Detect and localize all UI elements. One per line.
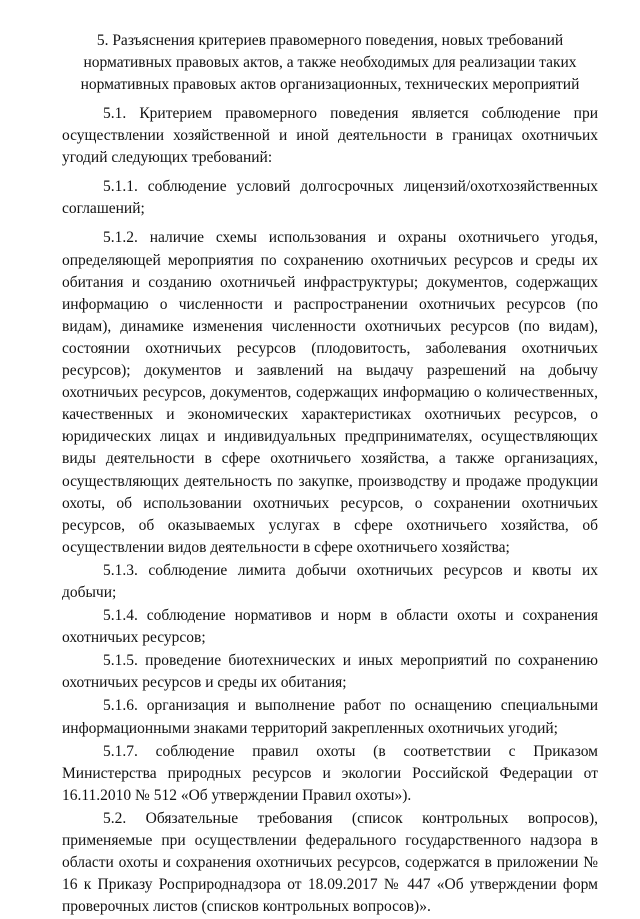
heading-line-1: 5. Разъяснения критериев правомерного поведения, новых требований [96,32,564,49]
document-body [62,103,598,919]
paragraph-5-1-1: 5.1.1. соблюдение условий долгосрочных лицензий/охотхозяйственных соглашений; [62,178,598,218]
paragraph-5-1-2: 5.1.2. наличие схемы использования и охраны охотничьего угодья, определяющей мероприятия по сохранению охотничьих ресурсов и среды их обитания и созданию охотничьей инфраструктуры; документов, содержащих информацию о численности и распространении охотничьих ресурсов (по видам), динамике изменения численности охотничьих ресурсов (по видам), состоянии охотничьих ресурсов (плодовитость, заболевания охотничьих ресурсов); документов и заявлений на выдачу разрешений на добычу охотничьих ресурсов, документов, содержащих информацию о количественных, качественных и экономических характеристиках охотничьих ресурсов, о юридических лицах и индивидуальных предпринимателях, осуществляющих виды деятельности в сфере охотничьего хозяйства, а также организациях, осуществляющих деятельность по закупке, производству и продаже продукции охоты, об использовании охотничьих ресурсов, о сохранении охотничьих ресурсов, об оказываемых услугах в сфере охотничьего хозяйства, об осуществлении видов деятельности в сфере охотничьего хозяйства; [62,229,598,556]
paragraph-5-1-4: 5.1.4. соблюдение нормативов и норм в области охоты и сохранения охотничьих ресурсов; [62,607,598,647]
paragraph-5-1-6: 5.1.6. организация и выполнение работ по оснащению специальными информационными знаками территорий закрепленных охотничьих угодий; [62,697,598,737]
paragraph-5-1-5: 5.1.5. проведение биотехнических и иных мероприятий по сохранению охотничьих ресурсов и среды их обитания; [62,652,598,692]
section-heading [62,30,598,96]
paragraph-5-1: 5.1. Критерием правомерного поведения является соблюдение при осуществлении хозяйственной и иной деятельности в границах охотничьих угодий следующих требований: [62,105,598,167]
heading-line-3: нормативных правовых актов организационных, технических мероприятий [80,76,580,93]
paragraph-5-2: 5.2. Обязательные требования (список контрольных вопросов), применяемые при осуществлении федерального государственного надзора в области охоты и сохранения охотничьих ресурсов, содержатся в приложении № 16 к Приказу Росприроднадзора от 18.09.2017 № 447 «Об утверждении форм проверочных листов (списков контрольных вопросов)». [62,809,598,916]
heading-line-2: нормативных правовых актов, а также необходимых для реализации таких [83,54,577,71]
paragraph-5-1-7: 5.1.7. соблюдение правил охоты (в соответствии с Приказом Министерства природных ресурсов и экологии Российской Федерации от 16.11.2010 № 512 «Об утверждении Правил охоты»). [62,742,598,804]
paragraph-5-1-3: 5.1.3. соблюдение лимита добычи охотничьих ресурсов и квоты их добычи; [62,561,598,601]
